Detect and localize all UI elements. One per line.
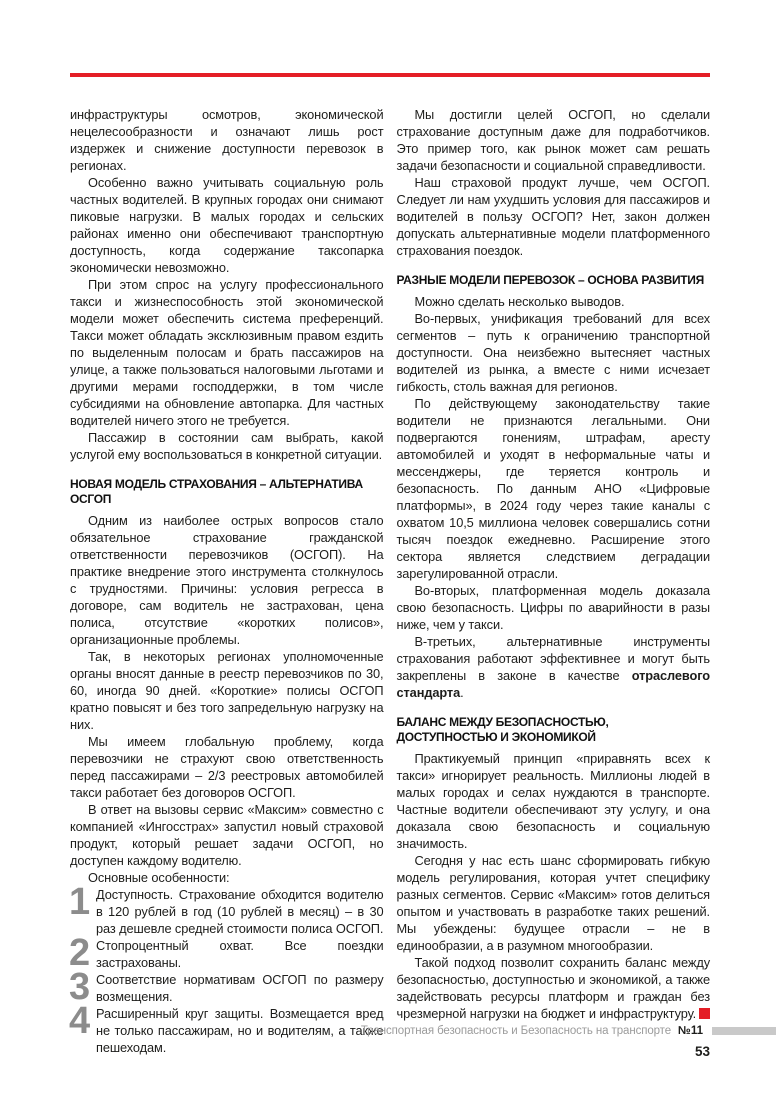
- section-heading: НОВАЯ МОДЕЛЬ СТРАХОВАНИЯ – АЛЬТЕРНАТИВА ОСГОП: [70, 477, 363, 506]
- footer: [0, 1024, 776, 1038]
- paragraph: [397, 633, 711, 701]
- paragraph: Пассажир в состоянии сам выбрать, какой услугой ему воспользоваться в конкретной ситуации.: [70, 430, 384, 462]
- left-column: [70, 106, 384, 1056]
- top-red-rule: [70, 73, 710, 77]
- paragraph: По действующему законодательству такие водители не признаются легальными. Они подвергаются гонениям, штрафам, аресту автомобилей и уходят в неформальные чаты и мессенджеры, где теряется контроль и безопасность. По данным АНО «Цифровые платформы», в 2024 году через такие каналы с охватом 10,5 миллиона человек совершались сотни тысяч поездок ежедневно. Расширение этого сектора является следствием деградации зарегулированной отрасли.: [396, 396, 710, 581]
- list-item: [69, 966, 384, 1008]
- paragraph-text: Такой подход позволит сохранить баланс между безопасностью, доступностью и экономикой, а также задействовать ресурсы платформ и граждан без чрезмерной нагрузки на бюджет и инфраструктуру.: [396, 955, 710, 1021]
- article-end-marker: [699, 1008, 710, 1019]
- paragraph: Особенно важно учитывать социальную роль частных водителей. В крупных городах они снимают пиковые нагрузки. В малых городах и сельских районах именно они обеспечивают транспортную доступность, когда содержание таксопарка экономически невозможно.: [70, 175, 384, 275]
- paragraph: Сегодня у нас есть шанс сформировать гибкую модель регулирования, которая учтет специфику разных сегментов. Сервис «Максим» готов делиться опытом и участвовать в разработке таких решений. Мы убеждены: будущее отрасли – не в единообразии, а в разумном многообразии.: [396, 853, 710, 953]
- list-intro: Основные особенности:: [88, 870, 230, 885]
- paragraph: Во-первых, унификация требований для всех сегментов – путь к ограничению транспортной доступности. Она неизбежно вытесняет частных водителей из рынка, а вместе с ними исчезает гибкость, столь важная для регионов.: [396, 311, 710, 394]
- list-item: [69, 932, 384, 974]
- paragraph: Мы достигли целей ОСГОП, но сделали страхование доступным даже для подработчиков. Это пример того, как рынок может сам решать задачи безопасности и социальной справедливости.: [396, 107, 710, 173]
- paragraph: Так, в некоторых регионах уполномоченные органы вносят данные в реестр перевозчиков по 30, 60, иногда 90 дней. «Короткие» полисы ОСГОП кратно повысят и без того запредельную нагрузку на них.: [70, 649, 384, 732]
- list-number: 4: [69, 1000, 90, 1042]
- list-number: 1: [69, 881, 90, 923]
- list-number: 2: [69, 932, 90, 974]
- paragraph: Одним из наиболее острых вопросов стало обязательное страхование гражданской ответственности перевозчиков (ОСГОП). На практике внедрение этого инструмента столкнулось с трудностями. Причины: условия регресса в договоре, сам водитель не застрахован, цена полиса, отсутствие «коротких полисов», организационные проблемы.: [70, 513, 384, 647]
- emphasized-term: отраслевого стандарта: [396, 668, 710, 700]
- list-number: 3: [69, 966, 90, 1008]
- right-column: [397, 106, 711, 1056]
- paragraph: [397, 954, 711, 1022]
- list-item-text: Доступность. Страхование обходится водителю в 120 рублей в год (10 рублей в месяц) – в 30 раз дешевле средней стоимости полиса ОСГОП.: [96, 887, 384, 936]
- paragraph-text: В-третьих, альтернативные инструменты страхования работают эффективнее и могут быть закреплены в законе в качестве: [396, 634, 710, 683]
- paragraph: Мы имеем глобальную проблему, когда перевозчики не страхуют свою ответственность перед пассажирами – 2/3 реестровых автомобилей такси работает без договоров ОСГОП.: [70, 734, 384, 800]
- paragraph: При этом спрос на услугу профессионального такси и жизнеспособность этой экономической модели может обеспечить система преференций. Такси может обладать эксклюзивным правом ездить по выделенным полосам и брать пассажиров на улице, а также пользоваться налоговыми льготами и другими мерами господдержки, в том числе субсидиями на обновление автопарка. Для частных водителей ничего этого не требуется.: [70, 277, 384, 428]
- list-item-text: Расширенный круг защиты. Возмещается вред не только пассажирам, но и водителям, а также пешеходам.: [96, 1006, 384, 1055]
- paragraph: Практикуемый принцип «приравнять всех к такси» игнорирует реальность. Миллионы людей в малых городах и селах нуждаются в транспорте. Частные водители обеспечивают эту услугу, и она доказала свою безопасность и социальную значимость.: [396, 751, 710, 851]
- page-number: 53: [694, 1044, 710, 1059]
- paragraph: инфраструктуры осмотров, экономической нецелесообразности и означают лишь рост издержек и снижение доступности перевозок в регионах.: [70, 107, 384, 173]
- list-item: [69, 881, 384, 937]
- footer-gray-bar: [712, 1027, 776, 1035]
- paragraph-text: .: [460, 685, 464, 700]
- paragraph: Можно сделать несколько выводов.: [414, 294, 625, 309]
- section-heading: БАЛАНС МЕЖДУ БЕЗОПАСНОСТЬЮ, ДОСТУПНОСТЬЮ И ЭКОНОМИКОЙ: [396, 715, 609, 744]
- paragraph: В ответ на вызовы сервис «Максим» совместно с компанией «Ингосстрах» запустил новый страховой продукт, который решает задачи ОСГОП, но доступен каждому водителю.: [70, 802, 384, 868]
- paragraph: Наш страховой продукт лучше, чем ОСГОП. Следует ли нам ухудшить условия для пассажиров и водителей в пользу ОСГОП? Нет, закон должен допускать альтернативные модели платформенного страхования поездок.: [396, 175, 710, 258]
- list-item-text: Стопроцентный охват. Все поездки застрахованы.: [96, 938, 384, 970]
- section-heading: РАЗНЫЕ МОДЕЛИ ПЕРЕВОЗОК – ОСНОВА РАЗВИТИЯ: [396, 273, 704, 287]
- article-body: [70, 106, 710, 1056]
- paragraph: Во-вторых, платформенная модель доказала свою безопасность. Цифры по аварийности в разы ниже, чем у такси.: [396, 583, 710, 632]
- issue-number: №11: [678, 1025, 703, 1037]
- list-item-text: Соответствие нормативам ОСГОП по размеру возмещения.: [96, 972, 384, 1004]
- journal-title: Транспортная безопасность и Безопасность на транспорте: [360, 1025, 672, 1037]
